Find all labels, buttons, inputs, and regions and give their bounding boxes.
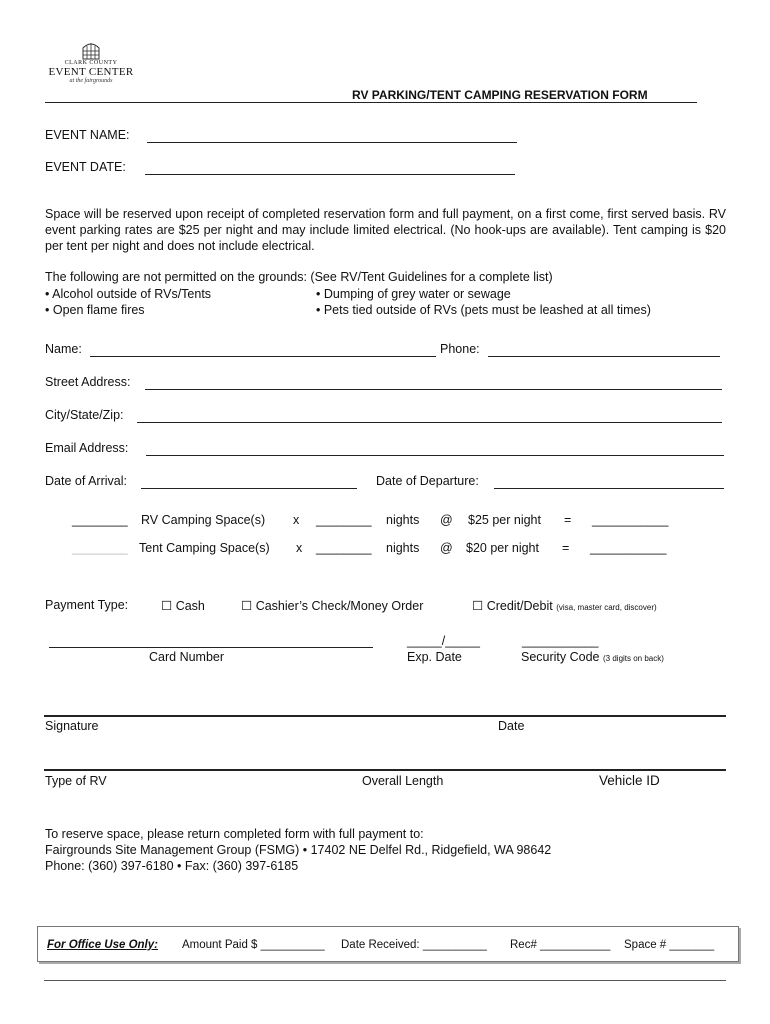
form-title: RV PARKING/TENT CAMPING RESERVATION FORM — [352, 88, 648, 102]
tent-equals: = — [562, 541, 570, 555]
name-label: Name: — [45, 342, 82, 356]
signature-line[interactable] — [44, 715, 726, 717]
name-field[interactable] — [90, 356, 436, 357]
rv-nights-blank[interactable]: ________ — [316, 513, 372, 527]
event-date-label: EVENT DATE: — [45, 160, 126, 174]
tent-times: x — [296, 541, 303, 555]
tent-spaces-blank[interactable]: ________ — [72, 541, 128, 555]
intro-paragraph: Space will be reserved upon receipt of completed reservation form and full payment, on a first come, first served basis. RV event parking rates are $25 per night and may include limited electrical. (No hook-ups are available). Tent camping is $20 per tent per night and does not include electrical. — [45, 207, 726, 253]
rv-spaces-label: RV Camping Space(s) — [141, 513, 266, 527]
checkbox-icon[interactable]: ☐ — [241, 599, 253, 613]
event-date-field[interactable] — [145, 174, 515, 175]
rec-number-field[interactable]: Rec# ___________ — [510, 939, 611, 951]
rv-total-blank[interactable]: ___________ — [592, 513, 669, 527]
type-of-rv-label: Type of RV — [45, 774, 107, 788]
signature-date-label: Date — [498, 719, 525, 733]
tent-total-blank[interactable]: ___________ — [590, 541, 667, 555]
payment-type-label: Payment Type: — [45, 598, 129, 612]
rv-spaces-blank[interactable]: ________ — [72, 513, 128, 527]
payment-option-credit[interactable] — [472, 598, 657, 613]
payment-option-note: (visa, master card, discover) — [556, 603, 657, 612]
street-address-field[interactable] — [145, 389, 722, 390]
space-number-field[interactable]: Space # _______ — [624, 939, 715, 951]
phone-label: Phone: — [440, 342, 480, 356]
header-rule — [45, 102, 697, 103]
building-icon — [82, 40, 100, 60]
checkbox-icon[interactable]: ☐ — [161, 599, 173, 613]
return-info-line: Fairgrounds Site Management Group (FSMG) • 17402 NE Delfel Rd., Ridgefield, WA 98642 — [45, 843, 552, 857]
security-code-note: (3 digits on back) — [603, 654, 664, 663]
card-number-label: Card Number — [149, 650, 225, 664]
vehicle-id-label: Vehicle ID — [599, 773, 660, 788]
rv-price: $25 per night — [468, 513, 541, 527]
phone-field[interactable] — [488, 356, 720, 357]
city-state-zip-label: City/State/Zip: — [45, 408, 124, 422]
security-code-label — [521, 650, 664, 664]
office-use-label: For Office Use Only: — [47, 939, 158, 951]
rv-at: @ — [440, 513, 453, 527]
payment-option-label: Cashier’s Check/Money Order — [255, 599, 424, 613]
payment-option-label: Cash — [175, 599, 205, 613]
payment-option-check[interactable] — [241, 598, 423, 613]
street-address-label: Street Address: — [45, 375, 131, 389]
tent-nights-label: nights — [386, 541, 420, 555]
checkbox-icon[interactable]: ☐ — [472, 599, 484, 613]
return-info-line: Phone: (360) 397-6180 • Fax: (360) 397-6185 — [45, 859, 299, 873]
office-use-box — [37, 926, 739, 962]
security-code-text: Security Code — [521, 650, 600, 664]
tent-spaces-label: Tent Camping Space(s) — [139, 541, 270, 555]
rv-equals: = — [564, 513, 572, 527]
tent-nights-blank[interactable]: ________ — [316, 541, 372, 555]
amount-paid-field[interactable]: Amount Paid $ __________ — [182, 939, 325, 951]
logo-main-text: EVENT CENTER — [48, 66, 134, 78]
payment-option-cash[interactable] — [161, 598, 205, 613]
logo-script-text: at the fairgrounds — [69, 78, 113, 84]
return-info-line: To reserve space, please return completed form with full payment to: — [45, 827, 424, 841]
email-label: Email Address: — [45, 441, 129, 455]
tent-at: @ — [440, 541, 453, 555]
rule-item: • Alcohol outside of RVs/Tents — [45, 287, 212, 301]
rv-details-line[interactable] — [44, 769, 726, 771]
arrival-label: Date of Arrival: — [45, 474, 127, 488]
rv-nights-label: nights — [386, 513, 420, 527]
city-state-zip-field[interactable] — [137, 422, 722, 423]
rv-times: x — [293, 513, 300, 527]
exp-date-blank[interactable]: _____/_____ — [407, 634, 480, 648]
footer-rule — [44, 980, 726, 981]
date-received-field[interactable]: Date Received: __________ — [341, 939, 487, 951]
departure-label: Date of Departure: — [376, 474, 479, 488]
rules-heading: The following are not permitted on the grounds: (See RV/Tent Guidelines for a complete list) — [45, 270, 553, 284]
overall-length-label: Overall Length — [362, 774, 444, 788]
email-field[interactable] — [146, 455, 724, 456]
card-number-field[interactable] — [49, 647, 373, 648]
security-code-blank[interactable]: ___________ — [522, 634, 599, 648]
event-center-logo — [46, 40, 136, 96]
exp-date-label: Exp. Date — [407, 650, 462, 664]
rule-item: • Pets tied outside of RVs (pets must be leashed at all times) — [316, 303, 651, 317]
rule-item: • Open flame fires — [45, 303, 145, 317]
departure-field[interactable] — [494, 488, 724, 489]
rule-item: • Dumping of grey water or sewage — [316, 287, 511, 301]
payment-option-label: Credit/Debit — [486, 599, 553, 613]
event-name-field[interactable] — [147, 142, 517, 143]
event-name-label: EVENT NAME: — [45, 128, 130, 142]
tent-price: $20 per night — [466, 541, 539, 555]
signature-label: Signature — [45, 719, 99, 733]
logo-top-text: CLARK COUNTY — [64, 60, 118, 66]
arrival-field[interactable] — [141, 488, 357, 489]
